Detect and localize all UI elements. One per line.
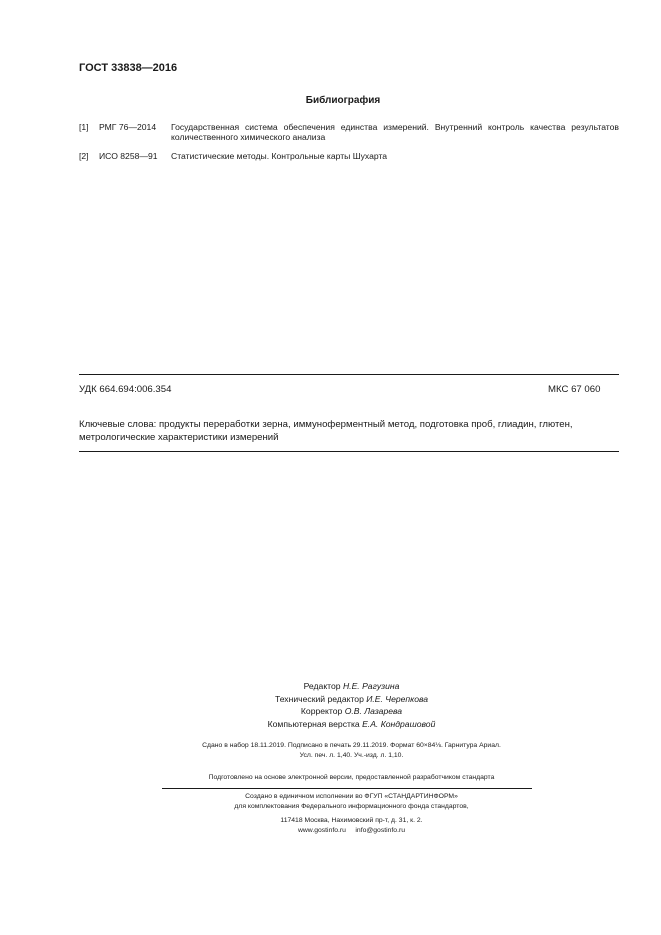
- ref-code: РМГ 76—2014: [99, 122, 157, 132]
- credit-corrector: Корректор О.В. Лазарева: [300, 706, 403, 716]
- credit-editor: Редактор Н.Е. Рагузина: [303, 681, 400, 691]
- divider: [79, 451, 619, 452]
- divider: [162, 788, 532, 789]
- imprint-address: 117418 Москва, Нахимовский пр-т, д. 31, к. 2. www.gostinfo.ru info@gostinfo.ru: [280, 817, 423, 834]
- credits-block: [0, 680, 661, 730]
- bibliography-title: Библиография: [305, 95, 381, 106]
- ref-text: Статистические методы. Контрольные карты Шухарта: [171, 151, 388, 161]
- imprint-publisher: Создано в единичном исполнении во ФГУП «СТАНДАРТИНФОРМ» для комплектования Федерального информационного фонда стандартов,: [234, 793, 469, 810]
- bibliography-ref: [79, 122, 619, 144]
- keywords: Ключевые слова: продукты переработки зерна, иммуноферментный метод, подготовка проб, глиадин, глютен, метрологические характеристики измерений: [79, 419, 573, 443]
- credit-tech-editor: Технический редактор И.Е. Черепкова: [274, 693, 429, 704]
- ref-code: ИСО 8258—91: [99, 151, 158, 161]
- credit-layout: Компьютерная верстка Е.А. Кондрашовой: [267, 718, 436, 729]
- bibliography-ref: [79, 151, 619, 163]
- imprint-source-note: Подготовлено на основе электронной версии, предоставленной разработчиком стандарта: [208, 774, 495, 781]
- divider: [79, 374, 619, 375]
- website-link[interactable]: www.gostinfo.ru: [297, 827, 346, 834]
- email-link[interactable]: info@gostinfo.ru: [355, 827, 406, 834]
- imprint-print-info: Сдано в набор 18.11.2019. Подписано в печать 29.11.2019. Формат 60×84⅛. Гарнитура Ариал. Усл. печ. л. 1,40. Уч.-изд. л. 1,10.: [202, 742, 501, 759]
- ref-text: Государственная система обеспечения единства измерений. Внутренний контроль качества результатов количественного химического анализа: [171, 122, 619, 142]
- ref-number: [2]: [79, 151, 89, 161]
- ref-number: [1]: [79, 122, 89, 132]
- standard-code: ГОСТ 33838—2016: [79, 62, 178, 74]
- mks-code: МКС 67 060: [548, 384, 601, 395]
- udk-code: УДК 664.694:006.354: [79, 384, 172, 395]
